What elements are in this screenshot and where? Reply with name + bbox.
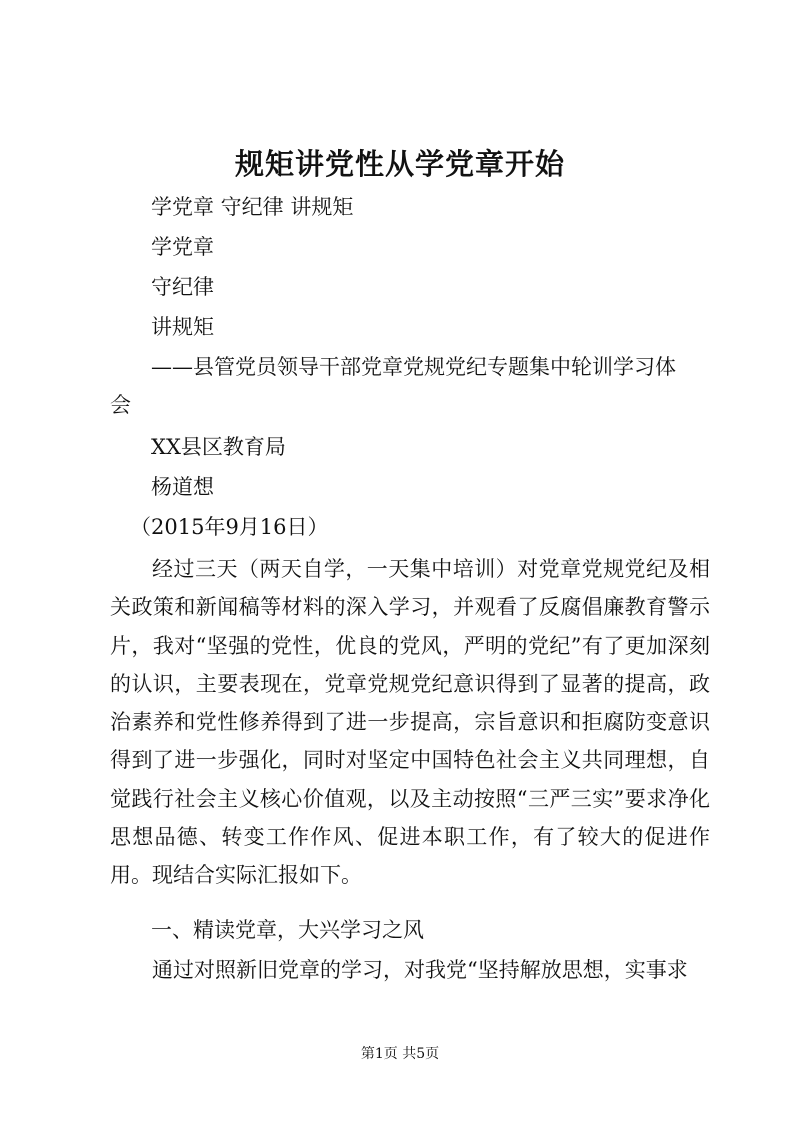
dash-line: ——县管党员领导干部党章党规党纪专题集中轮训学习体 <box>151 355 676 379</box>
document-title: 规矩讲党性从学党章开始 <box>234 147 565 181</box>
body-paragraph-1: 经过三天（两天自学，一天集中培训）对党章党规党纪及相关政策和新闻稿等材料的深入学习，并观看了反腐倡廉教育警示片，我对“坚强的党性，优良的党风，严明的党纪”有了更加深刻的认识，主要表现在，党章党规党纪意识得到了显著的提高，政治素养和党性修养得到了进一步提高，宗旨意识和拒腐防变意识得到了进一步强化，同时对坚定中国特色社会主义共同理想，自觉践行社会主义核心价值观，以及主动按照“三严三实”要求净化思想品德、转变工作作风、促进本职工作，有了较大的促进作用。现结合实际汇报如下。 <box>110 557 710 888</box>
section-heading-1: 一、精读党章，大兴学习之风 <box>151 918 424 942</box>
date-line: （2015年9月16日） <box>130 515 329 539</box>
body-paragraph-2: 通过对照新旧党章的学习，对我党“坚持解放思想，实事求 <box>152 958 688 982</box>
subtitle-line: 学党章 守纪律 讲规矩 <box>151 195 354 219</box>
dash-line-continuation: 会 <box>110 393 131 417</box>
heading-keep-discipline: 守纪律 <box>151 275 214 299</box>
organization: XX县区教育局 <box>151 435 286 459</box>
heading-study-charter: 学党章 <box>151 235 214 259</box>
page-footer: 第1页 共5页 <box>360 1046 440 1062</box>
author: 杨道想 <box>151 475 214 499</box>
heading-follow-rules: 讲规矩 <box>151 315 214 339</box>
